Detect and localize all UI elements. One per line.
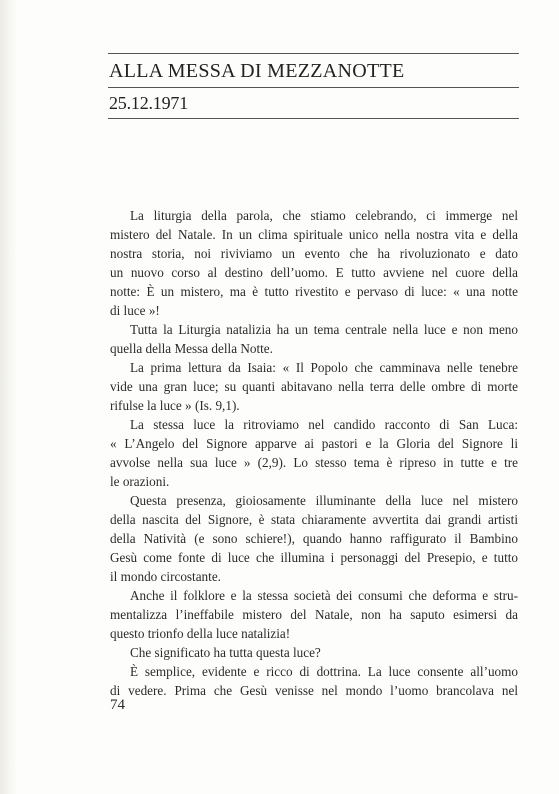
text-line: mentalizza l’ineffabile mistero del Natale, non ha saputo esimersi da <box>110 607 518 622</box>
middle-rule <box>108 87 519 88</box>
text-line: mistero del Natale. In un clima spirituale unico nella nostra vita e della <box>110 227 518 242</box>
text-line: nostra storia, noi riviviamo un evento che ha rivoluzionato e dato <box>110 246 518 261</box>
text-line: La prima lettura da Isaia: « Il Popolo che camminava nelle tenebre <box>130 360 518 375</box>
text-line: Anche il folklore e la stessa società dei consumi che deforma e stru- <box>130 588 518 603</box>
text-line: notte: È un mistero, ma è tutto rivestito e pervaso di luce: « una notte <box>110 284 518 299</box>
text-line: La liturgia della parola, che stiamo celebrando, ci immerge nel <box>130 208 518 223</box>
text-line: della nascita del Signore, è stata chiaramente avvertita dai grandi artisti <box>110 512 518 527</box>
text-line: della Natività (e sono schiere!), quando hanno raffigurato il Bambino <box>110 531 518 546</box>
text-line: di luce »! <box>110 303 160 318</box>
text-line: Che significato ha tutta questa luce? <box>130 645 321 660</box>
text-line: le orazioni. <box>110 474 170 489</box>
text-line: rifulse la luce » (Is. 9,1). <box>110 398 240 413</box>
text-line: questo trionfo della luce natalizia! <box>110 626 291 641</box>
text-line: « L’Angelo del Signore apparve ai pastori e la Gloria del Signore li <box>110 436 518 451</box>
text-line: vide una gran luce; su quanti abitavano nella terra delle ombre di morte <box>110 379 518 394</box>
chapter-date: 25.12.1971 <box>109 93 189 113</box>
body-text <box>110 206 518 700</box>
text-line: Questa presenza, gioiosamente illuminante della luce nel mistero <box>130 493 518 508</box>
text-line: di vedere. Prima che Gesù venisse nel mondo l’uomo brancolava nel <box>110 683 518 698</box>
text-line: un nuovo corso al destino dell’uomo. E tutto avviene nel cuore della <box>110 265 518 280</box>
text-line: quella della Messa della Notte. <box>110 341 273 356</box>
page-binding-edge <box>0 0 18 794</box>
page-number: 74 <box>110 697 125 713</box>
text-line: avvolse nella sua luce » (2,9). Lo stesso tema è ripreso in tutte e tre <box>110 455 518 470</box>
text-line: il mondo circostante. <box>110 569 221 584</box>
bottom-rule <box>108 118 519 119</box>
text-line: La stessa luce la ritroviamo nel candido racconto di San Luca: <box>130 417 518 432</box>
text-line: Tutta la Liturgia natalizia ha un tema centrale nella luce e non meno <box>130 322 518 337</box>
text-line: Gesù come fonte di luce che illumina i personaggi del Presepio, e tutto <box>110 550 518 565</box>
text-line: È semplice, evidente e ricco di dottrina. La luce consente all’uomo <box>130 664 518 679</box>
chapter-title: ALLA MESSA DI MEZZANOTTE <box>109 60 405 82</box>
top-rule <box>108 53 519 54</box>
